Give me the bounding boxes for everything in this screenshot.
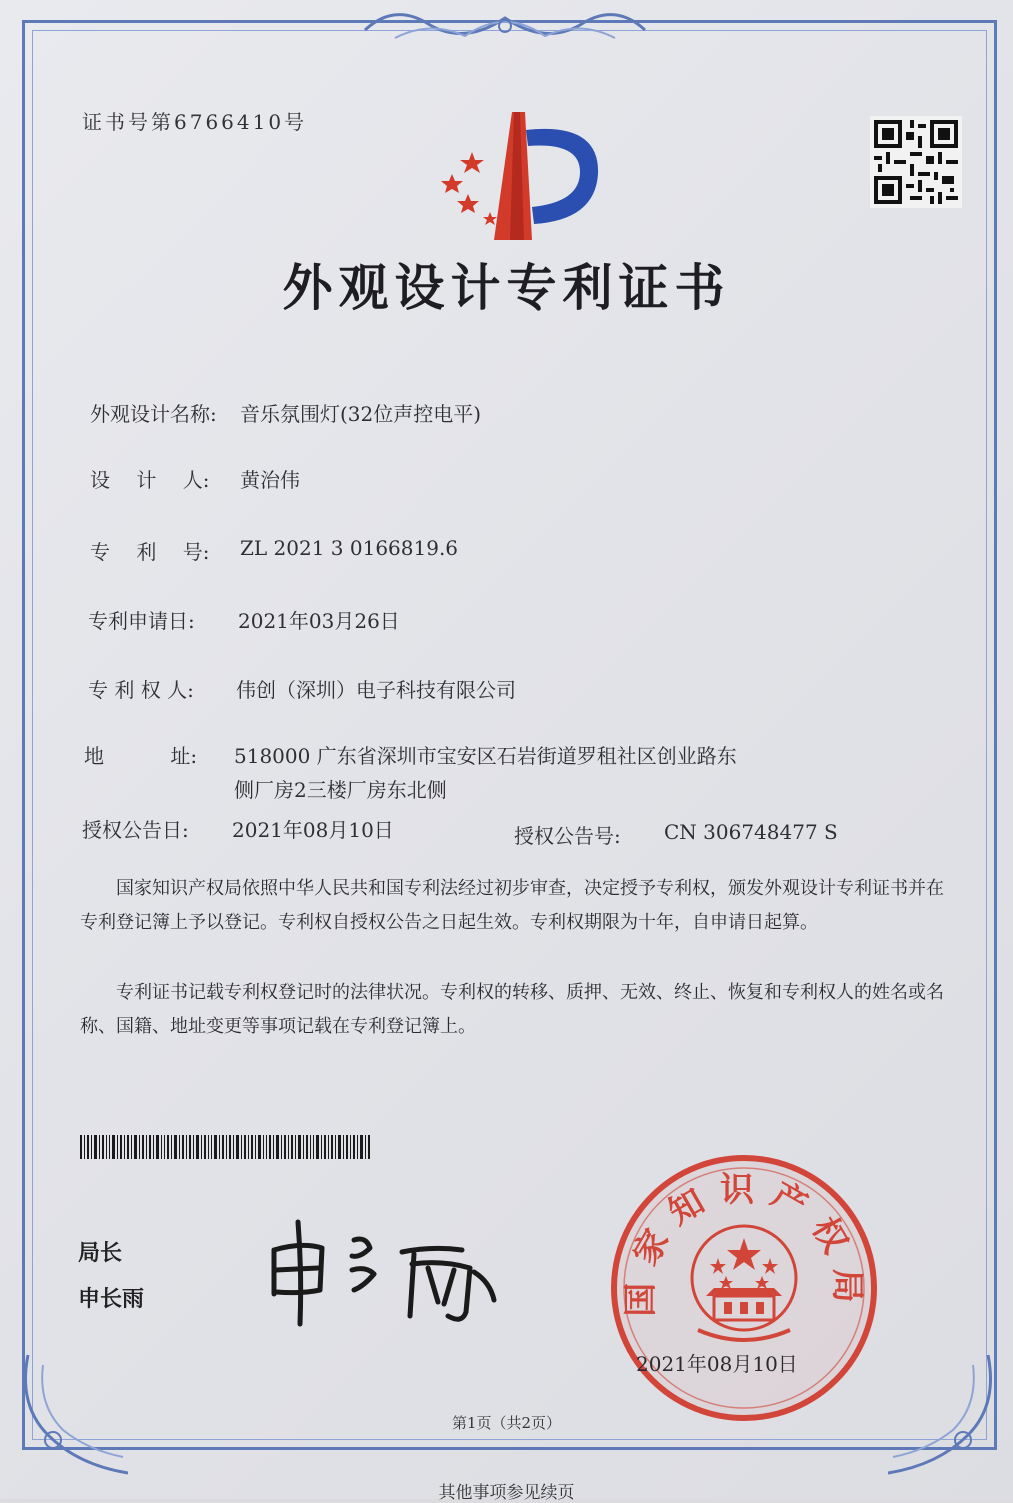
- grant-number-label: 授权公告号:: [514, 824, 621, 848]
- statement-paragraph-2: 专利证书记载专利权登记时的法律状况。专利权的转移、质押、无效、终止、恢复和专利权人的姓名或名称、国籍、地址变更等事项记载在专利登记簿上。: [80, 982, 944, 1037]
- statement-paragraph-1: 国家知识产权局依照中华人民共和国专利法经过初步审查，决定授予专利权，颁发外观设计专利证书并在专利登记簿上予以登记。专利权自授权公告之日起生效。专利权期限为十年，自申请日起算。: [80, 878, 944, 933]
- grant-date-value: 2021年08月10日: [232, 818, 394, 842]
- seal-date: 2021年08月10日: [636, 1352, 798, 1376]
- barcode: [80, 1135, 372, 1159]
- address-line-1: 518000 广东省深圳市宝安区石岩街道罗租社区创业路东: [234, 744, 737, 768]
- patent-number-label: 专 利 号:: [90, 540, 210, 564]
- address-line-2: 侧厂房2三楼厂房东北侧: [234, 778, 447, 802]
- grant-date-label: 授权公告日:: [82, 818, 189, 842]
- footer-note: 其他事项参见续页: [438, 1483, 575, 1503]
- patentee-label: 专 利 权 人:: [88, 678, 194, 702]
- document-title: 外观设计专利证书: [282, 258, 731, 317]
- director-name: 申长雨: [78, 1287, 145, 1312]
- top-ornament: [355, 0, 655, 48]
- svg-text:国家知识产权局: 国家知识产权局: [620, 1170, 868, 1317]
- design-name-value: 音乐氛围灯(32位声控电平): [240, 402, 482, 426]
- page-number: 第1页（共2页）: [451, 1414, 562, 1432]
- patent-number-value: ZL 2021 3 0166819.6: [240, 536, 459, 560]
- designer-value: 黄治伟: [240, 468, 300, 492]
- cnipa-logo: [430, 112, 610, 247]
- grant-number-value: CN 306748477 S: [664, 820, 838, 844]
- design-name-label: 外观设计名称:: [90, 402, 217, 426]
- patentee-value: 伟创（深圳）电子科技有限公司: [236, 678, 516, 702]
- official-seal: [606, 1150, 882, 1426]
- certificate-number: 证书号第6766410号: [82, 110, 308, 134]
- designer-label: 设 计 人:: [90, 468, 210, 492]
- director-title: 局长: [78, 1241, 123, 1266]
- director-signature: [262, 1212, 512, 1332]
- qr-code: [870, 116, 962, 208]
- filing-date-label: 专利申请日:: [88, 609, 195, 633]
- filing-date-value: 2021年03月26日: [238, 609, 400, 633]
- address-label: 地 址:: [84, 744, 198, 768]
